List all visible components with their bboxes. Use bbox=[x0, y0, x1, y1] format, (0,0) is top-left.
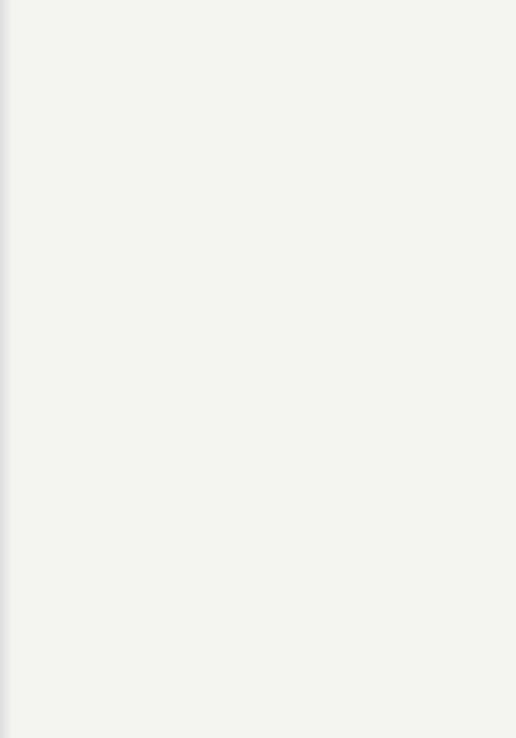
page-edge-shadow bbox=[0, 0, 12, 738]
section-heading bbox=[474, 408, 486, 708]
bottom-text-block bbox=[474, 408, 486, 708]
